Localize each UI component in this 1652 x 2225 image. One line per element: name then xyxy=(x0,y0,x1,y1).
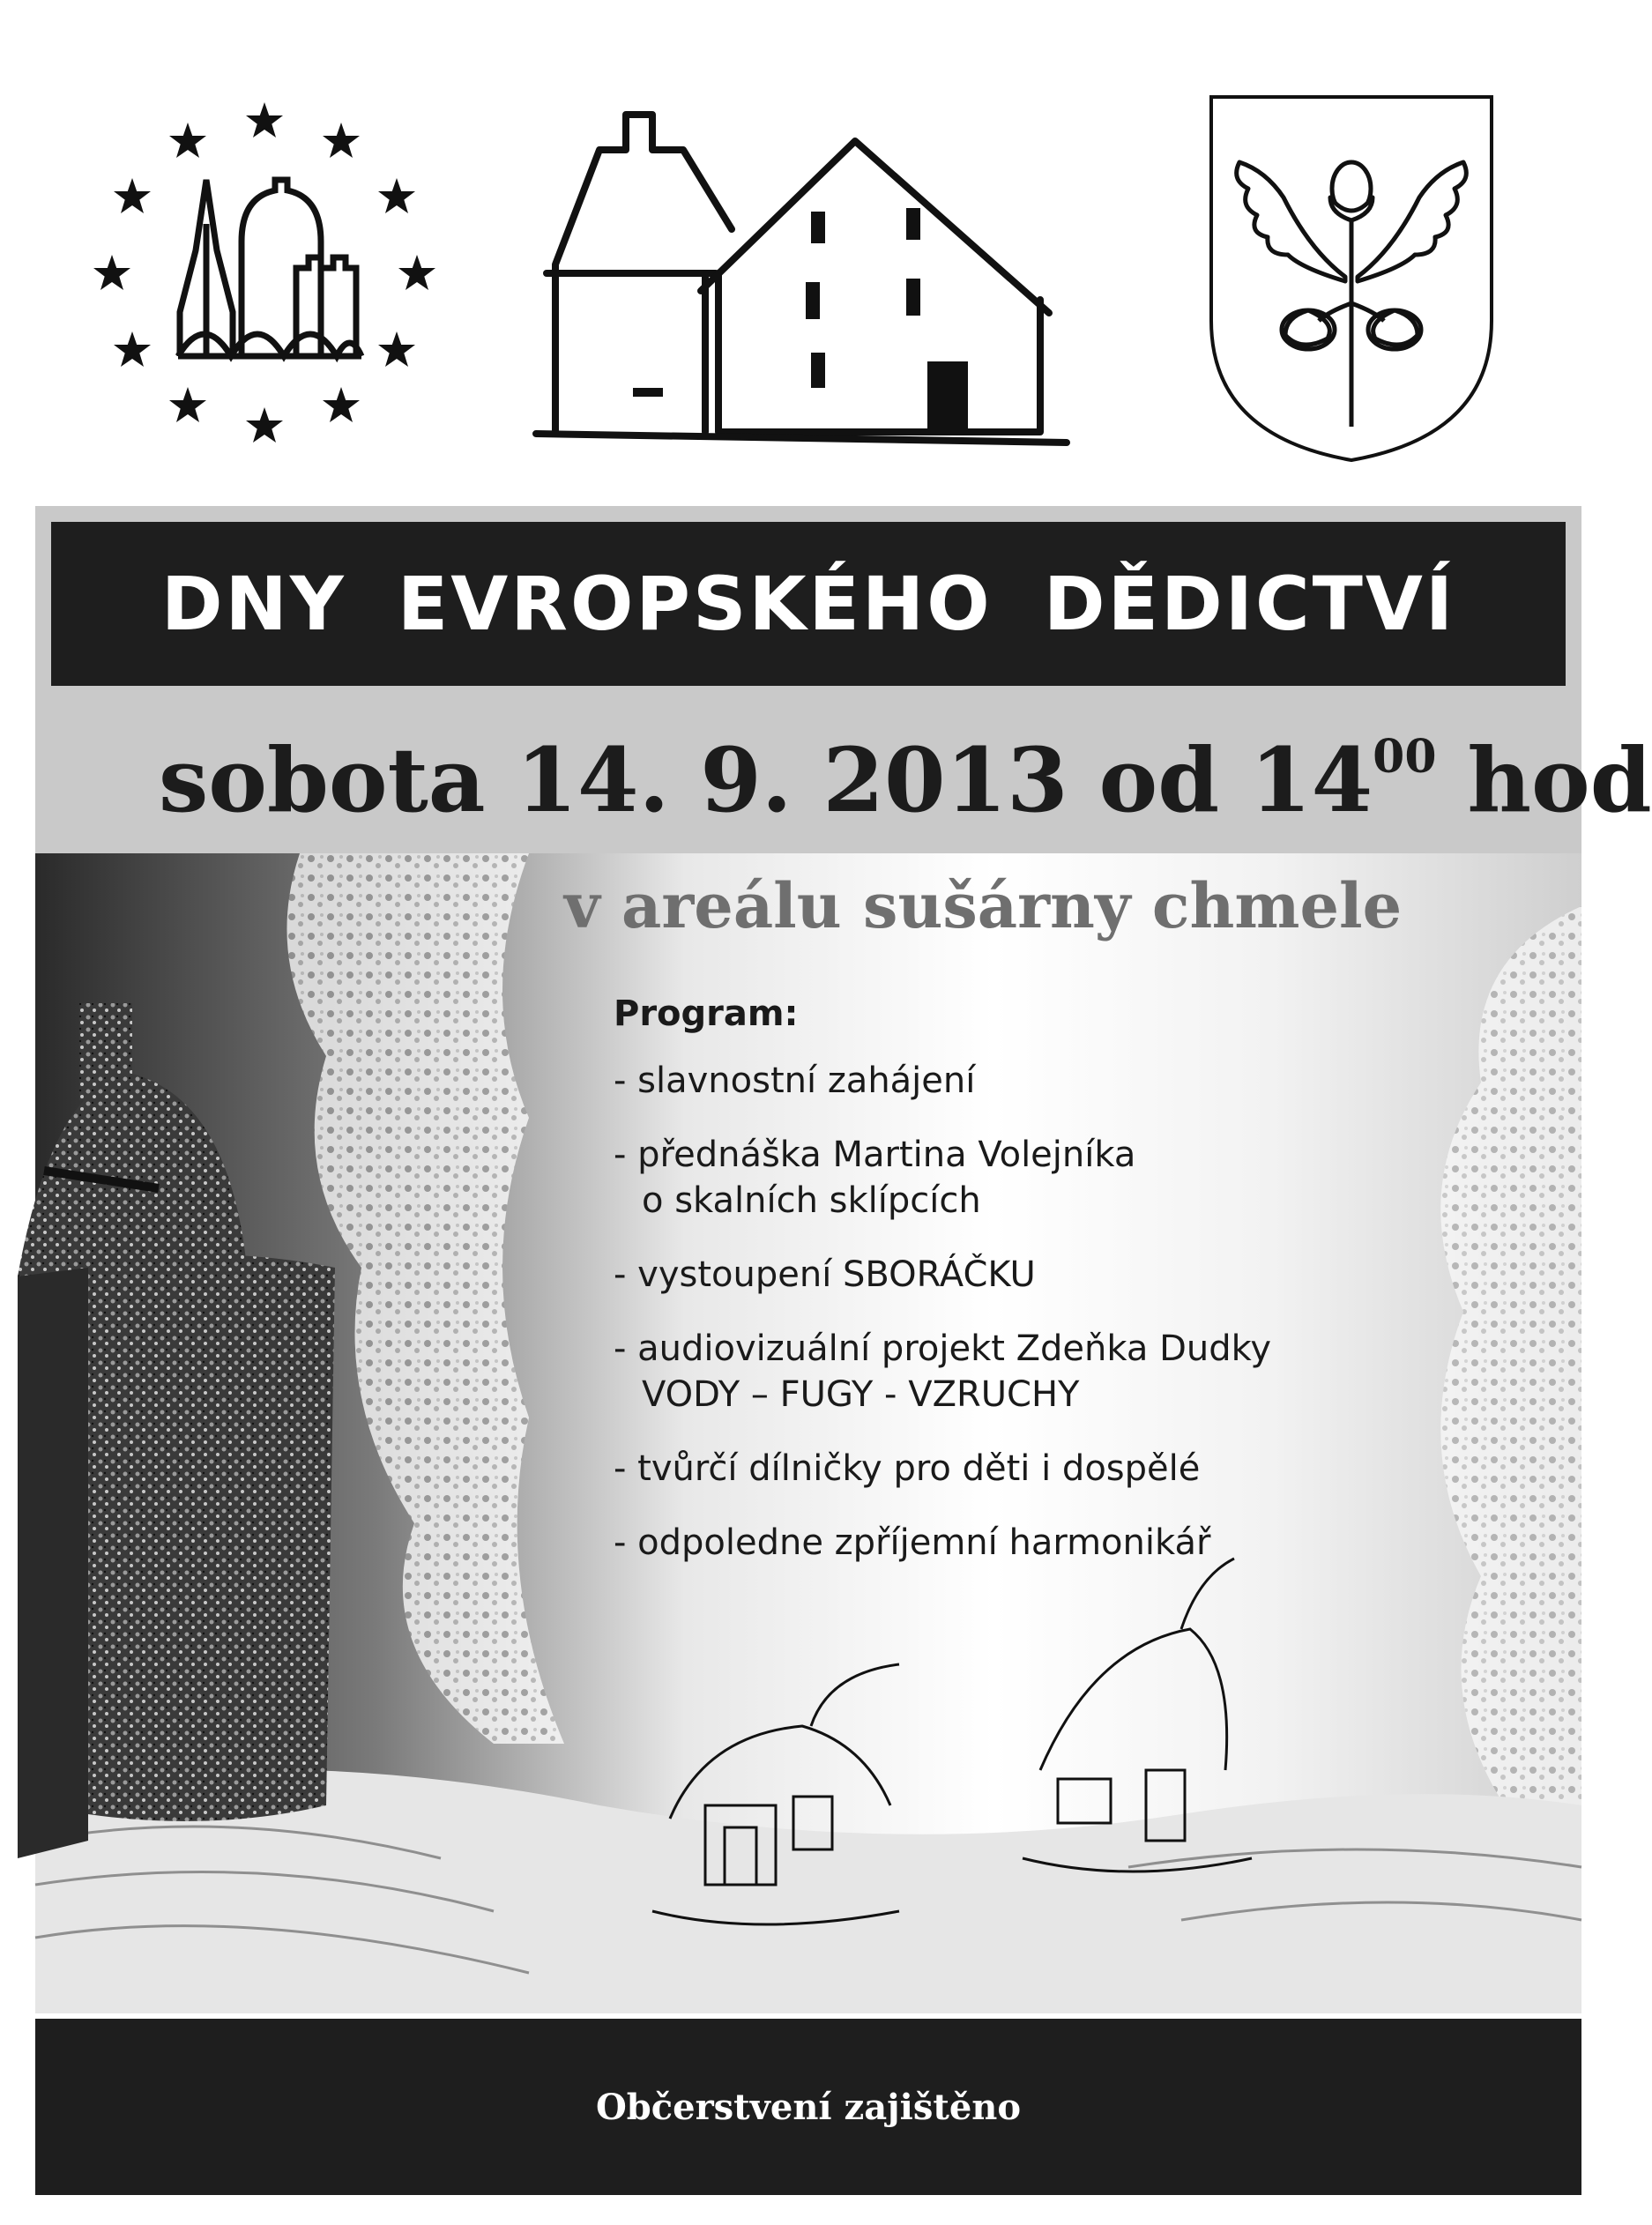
program-item-continuation: VODY – FUGY - VZRUCHY xyxy=(642,1374,1080,1415)
program-item-continuation: o skalních sklípcích xyxy=(642,1180,981,1221)
program-list xyxy=(614,987,1513,1594)
program-item-text: - tvůrčí dílničky pro děti i dospělé xyxy=(614,1448,1201,1489)
heritage-stars-icon xyxy=(81,92,448,458)
hop-kiln-house-logo xyxy=(529,97,1075,458)
venue-subtitle: v areálu sušárny chmele xyxy=(564,869,1403,942)
program-item-text: - slavnostní zahájení xyxy=(614,1060,976,1101)
program-item xyxy=(614,1520,1513,1566)
date-tail: hod xyxy=(1436,728,1652,832)
european-heritage-days-logo xyxy=(81,92,448,458)
footer-banner xyxy=(35,2019,1581,2195)
title-banner xyxy=(51,522,1566,686)
program-item xyxy=(614,1132,1513,1224)
program-item xyxy=(614,1326,1513,1418)
program-item-text: - vystoupení SBORÁČKU xyxy=(614,1254,1036,1295)
program-item-text: - přednáška Martina Volejníka xyxy=(614,1135,1136,1175)
program-item xyxy=(614,1446,1513,1492)
house-drawing-icon xyxy=(529,97,1075,458)
program-item-text: - audiovizuální projekt Zdeňka Dudky xyxy=(614,1328,1272,1369)
page-title: DNY EVROPSKÉHO DĚDICTVÍ xyxy=(160,561,1456,647)
date-main: sobota 14. 9. 2013 od 14 xyxy=(159,728,1373,832)
program-item xyxy=(614,1252,1513,1298)
program-heading: Program: xyxy=(614,993,799,1034)
program-item xyxy=(614,1058,1513,1104)
date-superscript: 00 xyxy=(1373,730,1437,784)
event-date xyxy=(159,723,1652,837)
municipal-coat-of-arms xyxy=(1204,92,1499,465)
program-item-text: - odpoledne zpříjemní harmonikář xyxy=(614,1522,1211,1563)
oak-crest-icon xyxy=(1204,92,1499,465)
refreshments-note: Občerstvení zajištěno xyxy=(595,2086,1022,2128)
